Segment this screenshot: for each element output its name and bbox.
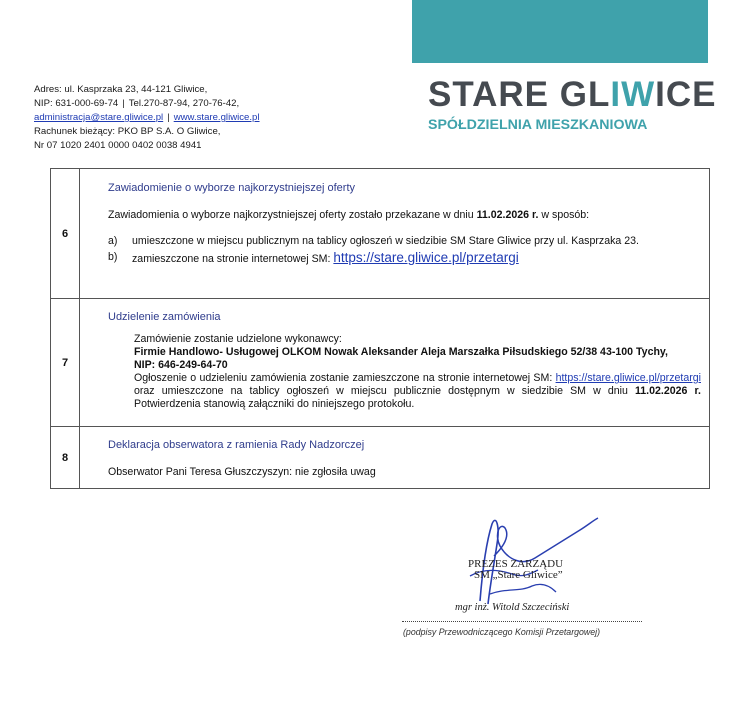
- section-number: 6: [51, 169, 80, 299]
- protocol-table: [50, 168, 710, 489]
- section-text: Ogłoszenie o udzieleniu zamówienia zostanie zamieszczone na stronie internetowej SM: https://stare.gliwice.pl/przetargi oraz umieszczone na tablicy ogłoszeń w miejscu publicznie dostępnym w siedzibie SM w dniu 11.02.2026 r. Potwierdzenia stanowią załączniki do niniejszego protokołu.: [134, 372, 701, 410]
- przetargi-link[interactable]: https://stare.gliwice.pl/przetargi: [555, 372, 701, 384]
- logo: [428, 75, 718, 133]
- stamp-org: SM „Stare Gliwice”: [474, 569, 563, 581]
- section-number: 8: [51, 427, 80, 489]
- section-row-7: [51, 299, 710, 427]
- section-text: Zamówienie zostanie udzielone wykonawcy:: [134, 333, 342, 345]
- website-link[interactable]: www.stare.gliwice.pl: [173, 112, 260, 123]
- section-intro: Zawiadomienia o wyborze najkorzystniejszej oferty zostało przekazane w dniu 11.02.2026 r. w sposób:: [108, 209, 590, 221]
- przetargi-link[interactable]: https://stare.gliwice.pl/przetargi: [333, 250, 519, 265]
- header-banner: [412, 0, 708, 63]
- contractor-nip: NIP: 646-249-64-70: [134, 359, 228, 371]
- section-title: Deklaracja obserwatora z ramienia Rady Nadzorczej: [108, 439, 365, 451]
- signature-caption: (podpisy Przewodniczącego Komisji Przetargowej): [403, 627, 601, 637]
- list-item: b) zamieszczone na stronie internetowej SM: https://stare.gliwice.pl/przetargi: [108, 250, 519, 265]
- signer-name: mgr inż. Witold Szczeciński: [455, 602, 570, 613]
- signature-line: [402, 621, 642, 622]
- account-line: Nr 07 1020 2401 0000 0402 0038 4941: [34, 140, 202, 151]
- section-title: Udzielenie zamówienia: [108, 311, 221, 323]
- stamp-title: PREZES ZARZĄDU: [468, 558, 564, 570]
- address-line: Adres: ul. Kasprzaka 23, 44-121 Gliwice,: [34, 84, 208, 95]
- logo-subtitle: SPÓŁDZIELNIA MIESZKANIOWA: [428, 117, 648, 133]
- email-link[interactable]: administracja@stare.gliwice.pl: [34, 112, 164, 123]
- section-title: Zawiadomienie o wyborze najkorzystniejszej oferty: [108, 182, 355, 194]
- section-text: Obserwator Pani Teresa Głuszczyszyn: nie zgłosiła uwag: [108, 466, 376, 478]
- section-row-8: [51, 427, 710, 489]
- list-item: a) umieszczone w miejscu publicznym na tablicy ogłoszeń w siedzibie SM Stare Gliwice przy ul. Kasprzaka 23.: [108, 235, 639, 247]
- address-block: Adres: ul. Kasprzaka 23, 44-121 Gliwice, NIP: 631-000-69-74 | Tel.270-87-94, 270-76-42, administracja@stare.gliwice.pl | www.stare.gliwice.pl Rachunek bieżący: PKO BP S.A. O Gliwice, Nr 07 1020 2401 0000 0402 0038 4941: [34, 84, 260, 151]
- section-number: 7: [51, 299, 80, 427]
- bank-line: Rachunek bieżący: PKO BP S.A. O Gliwice,: [34, 126, 221, 137]
- section-row-6: [51, 169, 710, 299]
- logo-wordmark: STARE GLIWICE: [428, 75, 717, 114]
- phone-text: Tel.270-87-94, 270-76-42,: [128, 98, 240, 109]
- nip-text: NIP: 631-000-69-74: [34, 98, 119, 109]
- contractor-name: Firmie Handlowo- Usługowej OLKOM Nowak Aleksander Aleja Marszałka Piłsudskiego 52/38 43-100 Tychy,: [134, 346, 668, 358]
- stamp: [468, 559, 563, 581]
